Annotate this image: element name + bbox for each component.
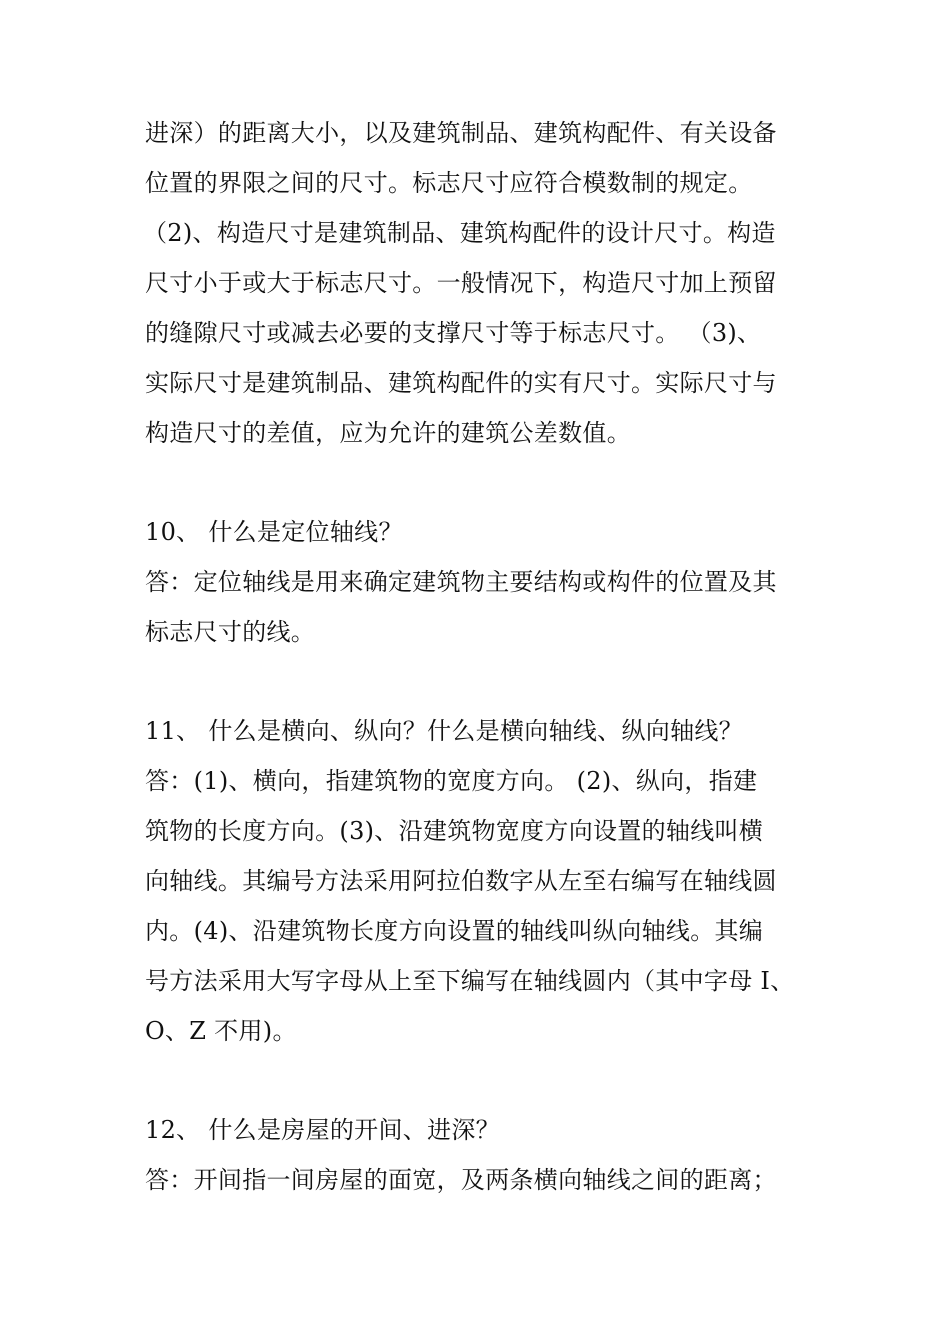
text-line: 进深）的距离大小，以及建筑制品、建筑构配件、有关设备 [145, 119, 777, 147]
text-line: 尺寸小于或大于标志尺寸。一般情况下，构造尺寸加上预留 [145, 269, 777, 297]
text-line: 构造尺寸的差值，应为允许的建筑公差数值。 [145, 419, 631, 447]
text-line: （2)、构造尺寸是建筑制品、建筑构配件的设计尺寸。构造 [143, 219, 776, 247]
text-line: 实际尺寸是建筑制品、建筑构配件的实有尺寸。实际尺寸与 [145, 369, 777, 397]
text-line: 的缝隙尺寸或减去必要的支撑尺寸等于标志尺寸。 （3)、 [145, 319, 762, 347]
answer-line: 号方法采用大写字母从上至下编写在轴线圆内（其中字母 I、 [145, 967, 795, 995]
answer-line: 内。(4)、沿建筑物长度方向设置的轴线叫纵向轴线。其编 [145, 917, 764, 945]
text-line: 位置的界限之间的尺寸。标志尺寸应符合模数制的规定。 [145, 169, 753, 197]
answer-line: 筑物的长度方向。(3)、沿建筑物宽度方向设置的轴线叫横 [145, 817, 764, 845]
answer-line: 向轴线。其编号方法采用阿拉伯数字从左至右编写在轴线圆 [145, 867, 777, 895]
question-heading: 11、 什么是横向、纵向？什么是横向轴线、纵向轴线？ [145, 717, 743, 745]
answer-line: 答：定位轴线是用来确定建筑物主要结构或构件的位置及其 [145, 568, 777, 596]
answer-line: O、Z 不用)。 [145, 1017, 297, 1045]
answer-line: 答：(1)、横向，指建筑物的宽度方向。 (2)、纵向，指建 [145, 767, 758, 795]
answer-line: 标志尺寸的线。 [145, 618, 316, 646]
question-heading: 10、 什么是定位轴线？ [145, 518, 403, 546]
question-heading: 12、 什么是房屋的开间、进深？ [145, 1116, 500, 1144]
answer-line: 答：开间指一间房屋的面宽，及两条横向轴线之间的距离； [145, 1166, 777, 1194]
